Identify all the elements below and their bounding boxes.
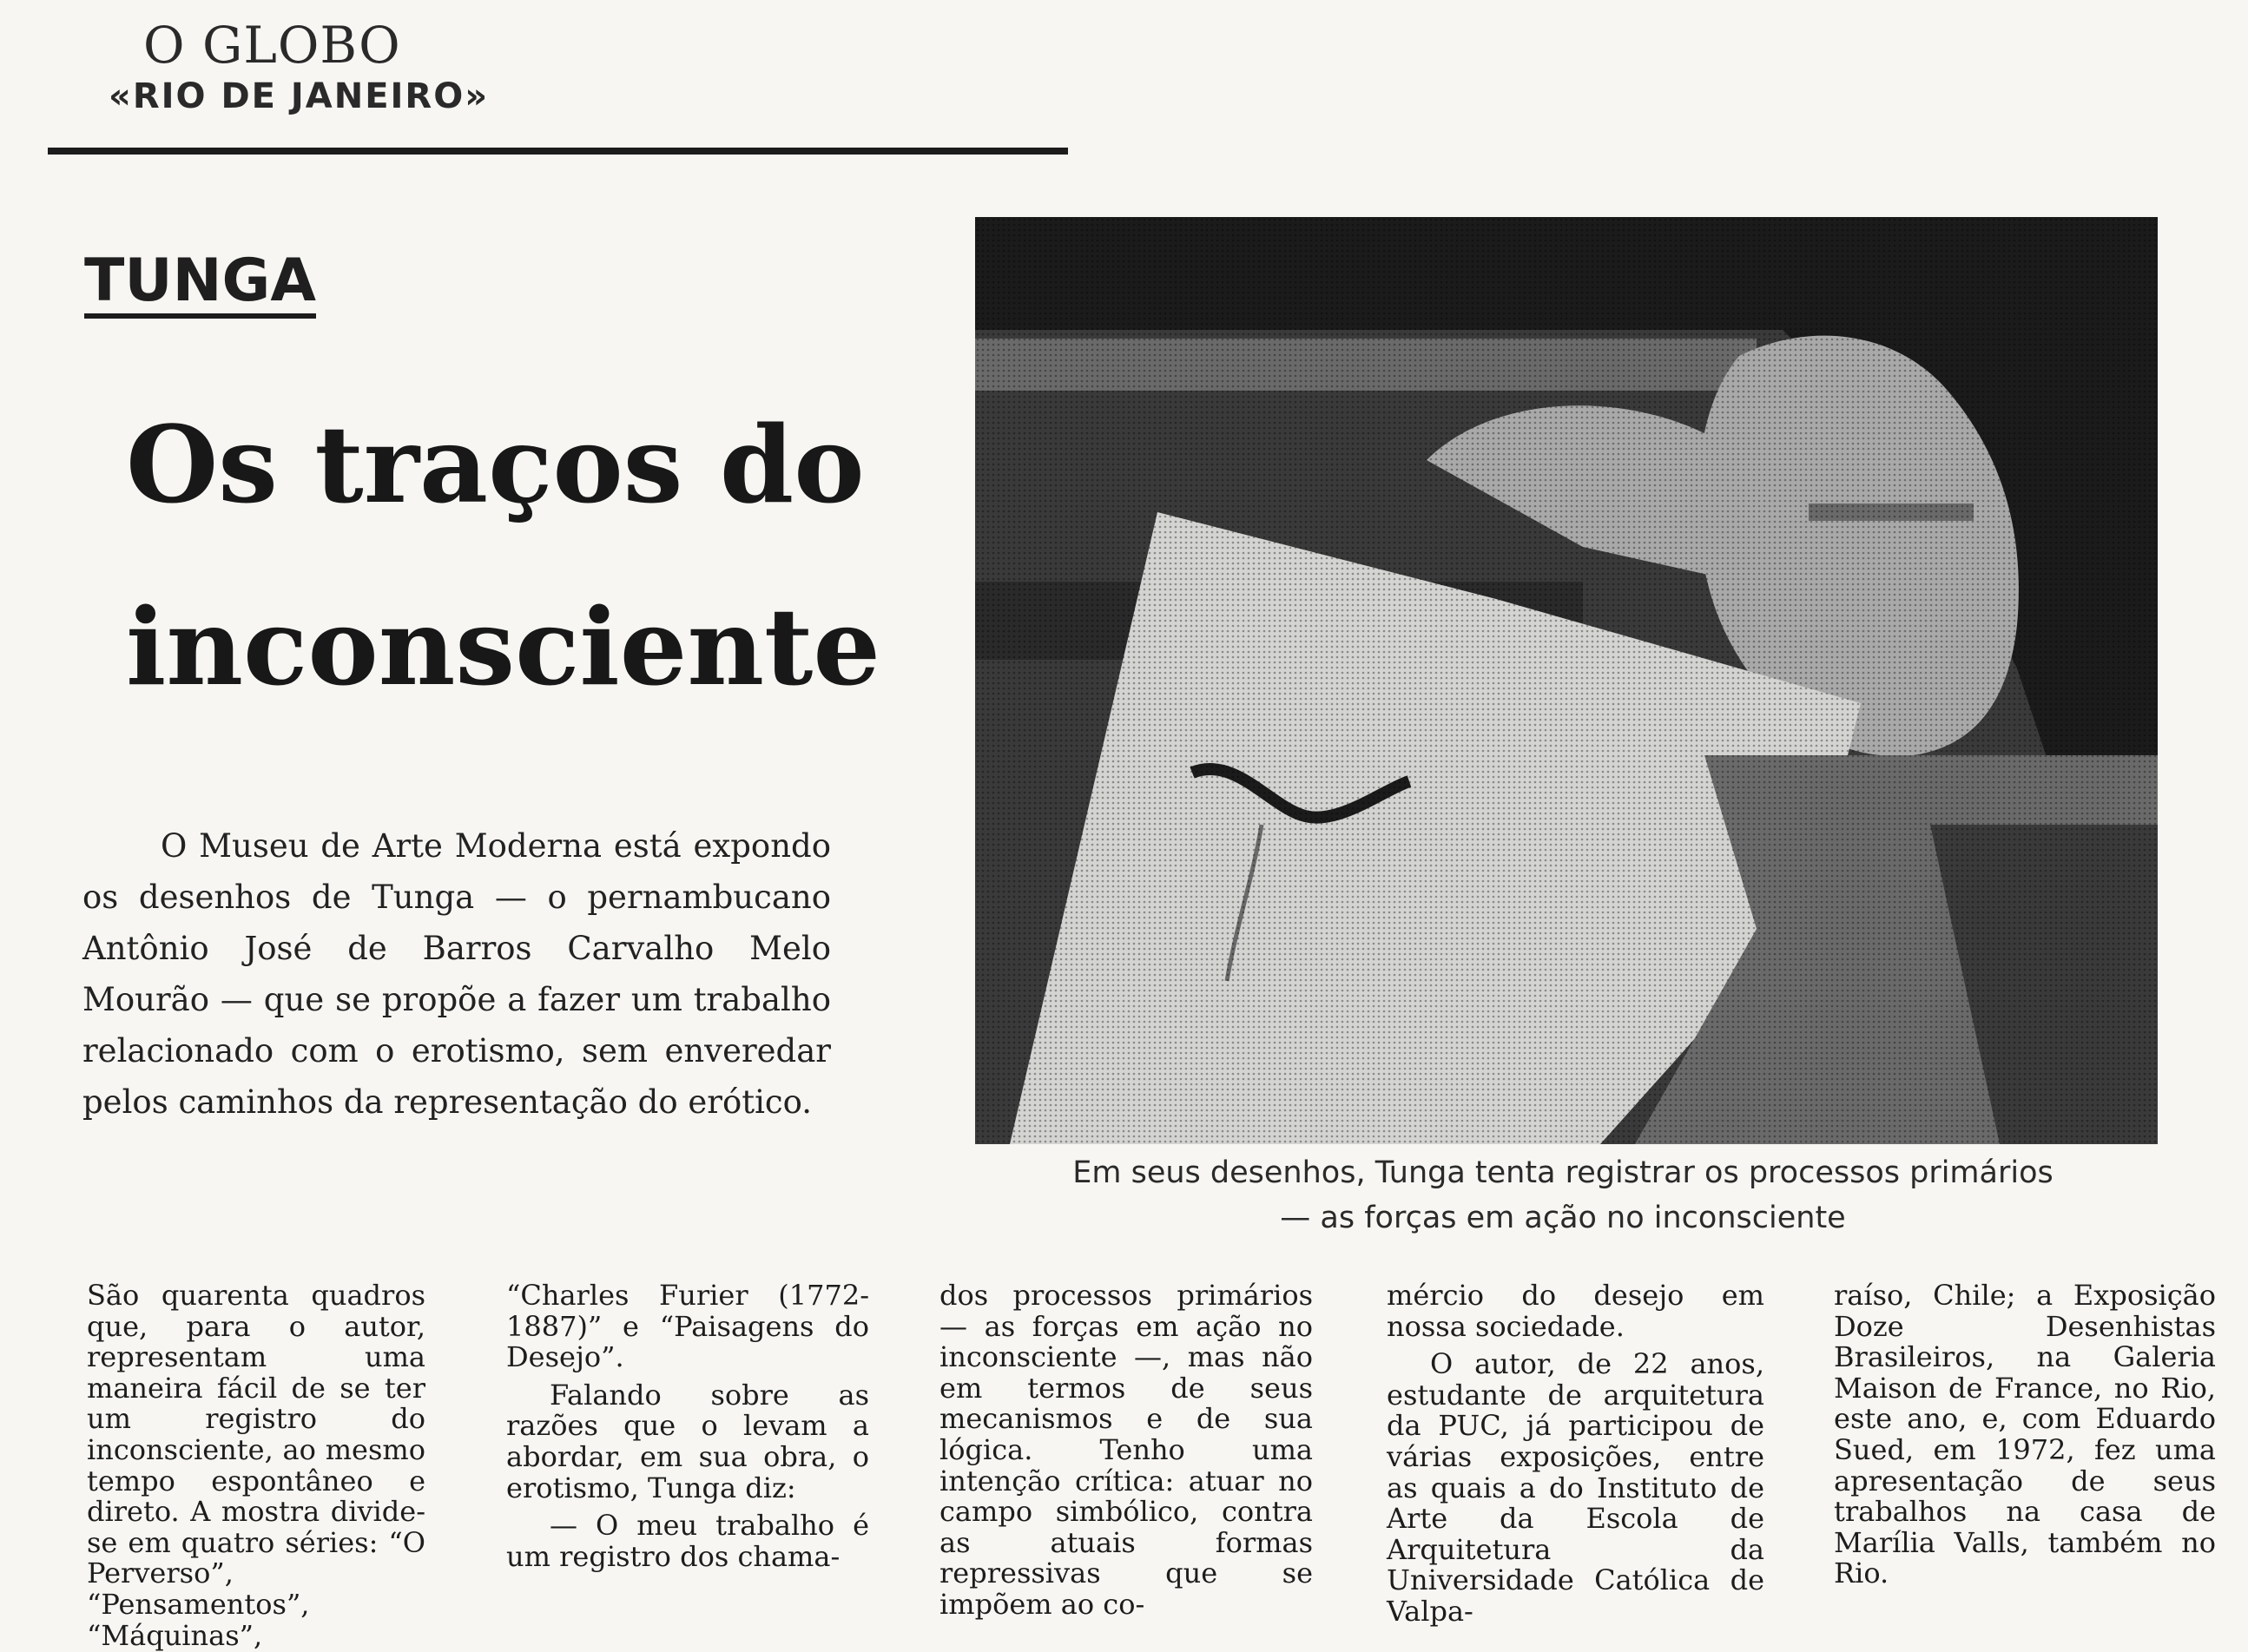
article-column-5 <box>1834 1280 2216 1610</box>
column-paragraph: — O meu trabalho é um registro dos chama- <box>506 1509 869 1573</box>
section-label: TUNGA <box>84 250 316 319</box>
article-headline: Os traços do inconsciente <box>126 402 881 709</box>
article-column-3 <box>939 1279 1313 1621</box>
column-paragraph: “Charles Furier (1772-1887)” e “Paisagens do Desejo”. <box>506 1279 869 1374</box>
column-paragraph: mércio do desejo em nossa sociedade. <box>1387 1279 1764 1343</box>
article-column-2 <box>506 1280 869 1610</box>
newspaper-city: «RIO DE JANEIRO» <box>109 76 490 116</box>
article-column-4 <box>1387 1279 1764 1628</box>
photo-halftone <box>975 217 2158 1144</box>
masthead-rule <box>48 148 1068 155</box>
article-lead: O Museu de Arte Moderna está expondo os desenhos de Tunga — o pernambucano Antônio José de Barros Carvalho Melo Mourão — que se propõe a fazer um trabalho relacionado com o erotismo, sem enveredar pelos caminhos da representação do erótico. <box>82 827 831 1121</box>
photo-caption-line-2: — as forças em ação no inconsciente <box>1280 1201 1846 1235</box>
photo-caption-line-1: Em seus desenhos, Tunga tenta registrar os processos primários <box>1072 1155 2054 1190</box>
column-paragraph: raíso, Chile; a Exposição Doze Desenhistas Brasileiros, na Galeria Maison de France, no Rio, este ano, e, com Eduardo Sued, em 1972, fez uma apresentação de seus trabalhos na casa de Marília Valls, também no Rio. <box>1834 1279 2216 1590</box>
column-paragraph: O autor, de 22 anos, estudante de arquitetura da PUC, já participou de várias exposições, entre as quais a do Instituto de Arte da Escola de Arquitetura da Universidade Católica de Valpa- <box>1387 1347 1764 1628</box>
article-photo <box>975 217 2158 1144</box>
column-paragraph: São quarenta quadros que, para o autor, representam uma maneira fácil de se ter um registro do inconsciente, ao mesmo tempo espontâneo e direto. A mostra divide-se em quatro séries: “O Perverso”, “Pensamentos”, “Máquinas”, <box>87 1279 425 1652</box>
column-paragraph: Falando sobre as razões que o levam a abordar, em sua obra, o erotismo, Tunga diz: <box>506 1378 869 1504</box>
article-column-1 <box>87 1279 425 1652</box>
column-paragraph: dos processos primários — as forças em ação no inconsciente —, mas não em termos de seus mecanismos e de sua lógica. Tenho uma intenção crítica: atuar no campo simbólico, contra as atuais formas repressivas que se impõem ao co- <box>939 1279 1313 1621</box>
photo-caption <box>990 1150 2136 1241</box>
newspaper-name: O GLOBO <box>143 16 401 75</box>
